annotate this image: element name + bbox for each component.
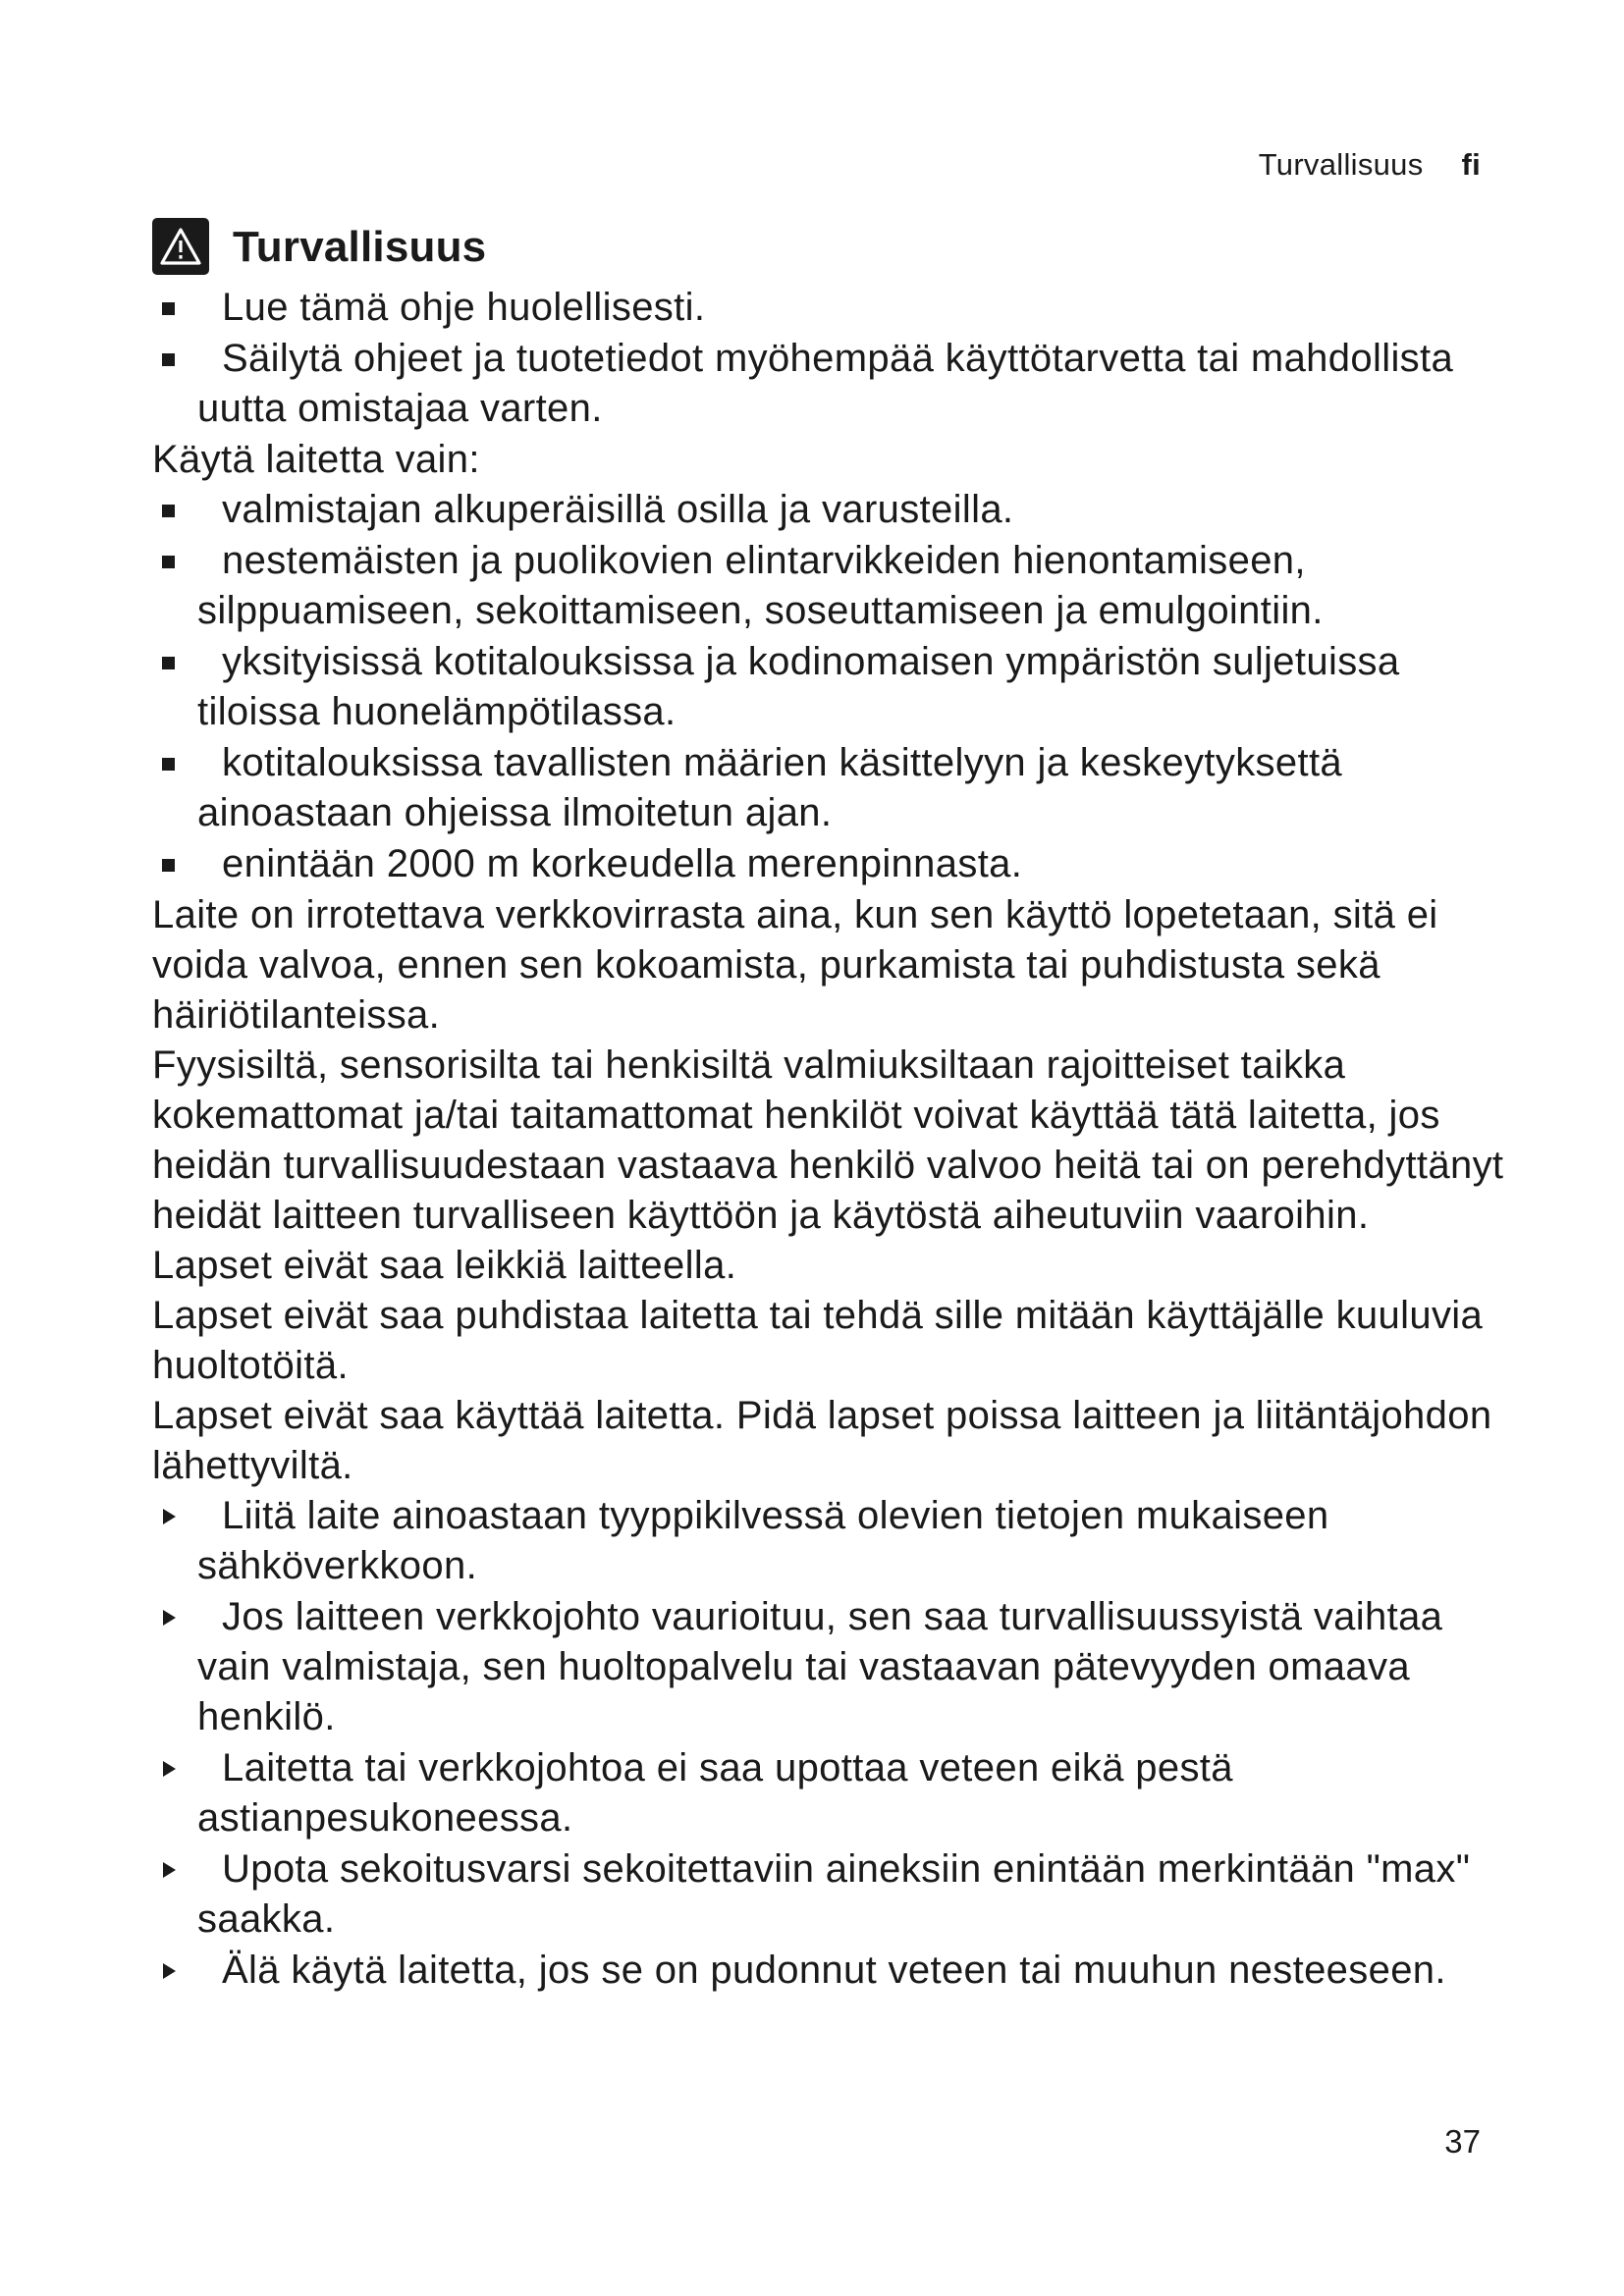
instruction-text: Jos laitteen verkkojohto vaurioituu, sen saa turvallisuussyistä vaihtaa vain valmistaja, sen huoltopalvelu tai vastaavan pätevyyden omaava henkilö. [197, 1595, 1443, 1738]
paragraph: Laite on irrotettava verkkovirrasta aina, kun sen käyttö lopetetaan, sitä ei voida valvoa, ennen sen kokoamista, purkamista tai puhdistusta sekä häiriötilanteissa. [152, 893, 1438, 1037]
instruction-text: Laitetta tai verkkojohtoa ei saa upottaa veteen eikä pestä astianpesukoneessa. [197, 1746, 1233, 1840]
instruction-item [152, 1491, 1517, 1591]
triangle-arrow-icon [163, 1610, 176, 1626]
square-bullet-icon [162, 657, 175, 669]
list-item-text: Säilytä ohjeet ja tuotetiedot myöhempää käyttötarvetta tai mahdollista uutta omistajaa varten. [197, 337, 1454, 430]
section-heading [152, 214, 1517, 279]
instruction-item [152, 1592, 1517, 1742]
use-only-label: Käytä laitetta vain: [152, 438, 480, 481]
square-bullet-icon [162, 556, 175, 568]
triangle-arrow-icon [163, 1963, 176, 1979]
instruction-text: Älä käytä laitetta, jos se on pudonnut veteen tai muuhun nesteeseen. [222, 1949, 1446, 1992]
header-language: fi [1461, 147, 1481, 182]
triangle-arrow-icon [163, 1761, 176, 1777]
header-section: Turvallisuus [1258, 147, 1424, 182]
paragraph: Lapset eivät saa puhdistaa laitetta tai tehdä sille mitään käyttäjälle kuuluvia huoltotöitä. [152, 1294, 1484, 1387]
triangle-arrow-icon [163, 1862, 176, 1878]
triangle-arrow-icon [163, 1509, 176, 1524]
instruction-text: Upota sekoitusvarsi sekoitettaviin aineksiin enintään merkintään "max" saakka. [197, 1847, 1471, 1941]
list-item-text: Lue tämä ohje huolellisesti. [222, 286, 706, 329]
square-bullet-icon [162, 859, 175, 872]
use-conditions-list [152, 485, 1517, 889]
instruction-item [152, 1844, 1517, 1945]
running-header [1259, 147, 1481, 183]
list-item [152, 334, 1517, 434]
list-item [152, 738, 1517, 838]
instruction-item [152, 1743, 1517, 1843]
square-bullet-icon [162, 505, 175, 517]
paragraph: Lapset eivät saa leikkiä laitteella. [152, 1244, 737, 1287]
page-content [152, 214, 1517, 1997]
intro-list [152, 283, 1517, 434]
list-item [152, 637, 1517, 737]
page-number: 37 [1444, 2123, 1481, 2160]
instruction-item [152, 1946, 1517, 1996]
paragraph: Fyysisiltä, sensorisilta tai henkisiltä valmiuksiltaan rajoitteiset taikka kokemattomat ja/tai taitamattomat henkilöt voivat käyttää tätä laitetta, jos heidän turvallisuudestaan vastaava henkilö valvoo heitä tai on perehdyttänyt heidät laitteen turvalliseen käyttöön ja käytöstä aiheutuviin vaaroihin. [152, 1043, 1504, 1237]
instructions-list [152, 1491, 1517, 1996]
list-item [152, 283, 1517, 333]
list-item-text: yksityisissä kotitalouksissa ja kodinomaisen ympäristön suljetuissa tiloissa huonelämpötilassa. [197, 640, 1400, 733]
square-bullet-icon [162, 353, 175, 366]
square-bullet-icon [162, 758, 175, 771]
list-item-text: nestemäisten ja puolikovien elintarvikkeiden hienontamiseen, silppuamiseen, sekoittamiseen, soseuttamiseen ja emulgointiin. [197, 539, 1324, 632]
paragraph: Lapset eivät saa käyttää laitetta. Pidä lapset poissa laitteen ja liitäntäjohdon lähettyviltä. [152, 1394, 1492, 1487]
instruction-text: Liitä laite ainoastaan tyyppikilvessä olevien tietojen mukaiseen sähköverkkoon. [197, 1494, 1329, 1587]
list-item [152, 839, 1517, 889]
list-item-text: kotitalouksissa tavallisten määrien käsittelyyn ja keskeytyksettä ainoastaan ohjeissa ilmoitetun ajan. [197, 741, 1343, 834]
page-title: Turvallisuus [233, 222, 487, 271]
square-bullet-icon [162, 302, 175, 315]
warning-triangle-icon [152, 218, 209, 275]
list-item-text: enintään 2000 m korkeudella merenpinnasta. [222, 842, 1023, 885]
list-item [152, 536, 1517, 636]
list-item-text: valmistajan alkuperäisillä osilla ja varusteilla. [222, 488, 1014, 531]
list-item [152, 485, 1517, 535]
